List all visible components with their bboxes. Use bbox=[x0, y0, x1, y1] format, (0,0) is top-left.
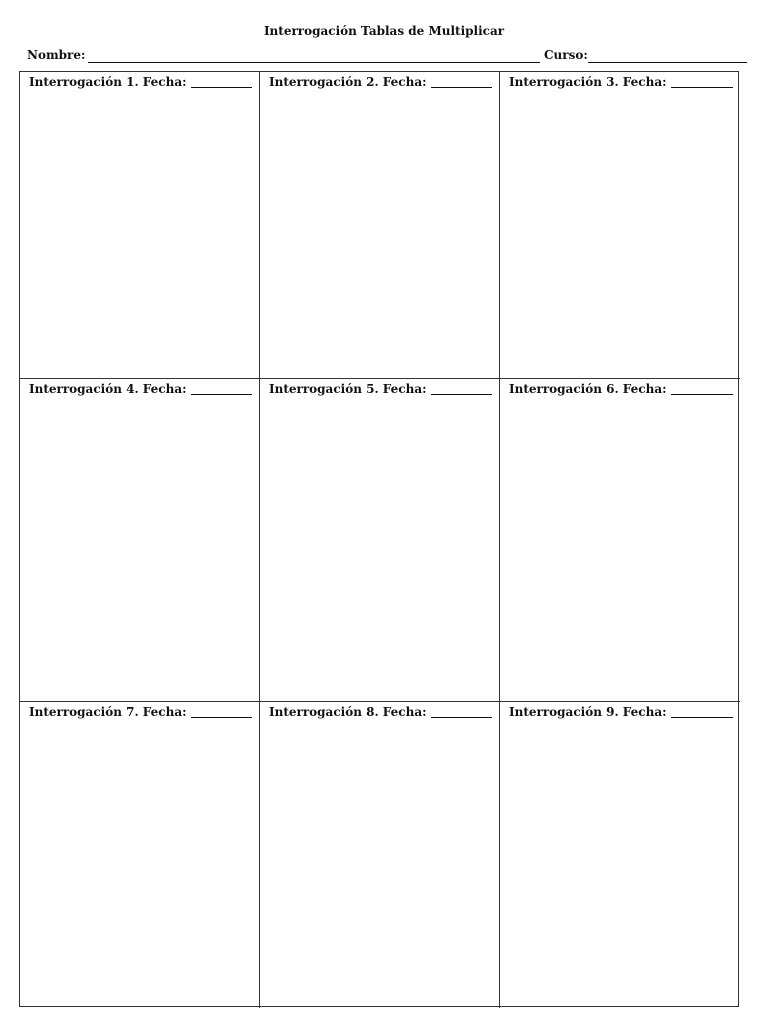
quiz-label: Interrogación 6. Fecha: bbox=[509, 382, 667, 396]
quiz-box-8[interactable] bbox=[260, 702, 500, 1008]
course-label: Curso: bbox=[544, 48, 588, 62]
quiz-header bbox=[509, 382, 733, 396]
course-field-line[interactable] bbox=[588, 62, 747, 63]
quiz-box-7[interactable] bbox=[20, 702, 260, 1008]
quiz-header bbox=[29, 75, 252, 89]
quiz-header bbox=[269, 705, 492, 719]
quiz-label: Interrogación 1. Fecha: bbox=[29, 75, 187, 89]
quiz-label: Interrogación 5. Fecha: bbox=[269, 382, 427, 396]
quiz-label: Interrogación 2. Fecha: bbox=[269, 75, 427, 89]
quiz-grid bbox=[19, 71, 739, 1007]
quiz-box-9[interactable] bbox=[500, 702, 740, 1008]
quiz-box-1[interactable] bbox=[20, 72, 260, 379]
date-field-line[interactable] bbox=[431, 382, 492, 395]
date-field-line[interactable] bbox=[431, 75, 492, 88]
student-header bbox=[27, 48, 747, 64]
quiz-box-6[interactable] bbox=[500, 379, 740, 702]
page-title: Interrogación Tablas de Multiplicar bbox=[263, 24, 505, 38]
quiz-label: Interrogación 8. Fecha: bbox=[269, 705, 427, 719]
quiz-label: Interrogación 7. Fecha: bbox=[29, 705, 187, 719]
quiz-label: Interrogación 3. Fecha: bbox=[509, 75, 667, 89]
date-field-line[interactable] bbox=[671, 705, 733, 718]
quiz-header bbox=[509, 705, 733, 719]
quiz-box-3[interactable] bbox=[500, 72, 740, 379]
quiz-box-4[interactable] bbox=[20, 379, 260, 702]
name-field-line[interactable] bbox=[88, 62, 540, 63]
quiz-label: Interrogación 9. Fecha: bbox=[509, 705, 667, 719]
quiz-header bbox=[29, 382, 252, 396]
quiz-header bbox=[509, 75, 733, 89]
quiz-header bbox=[269, 382, 492, 396]
date-field-line[interactable] bbox=[191, 75, 252, 88]
quiz-header bbox=[269, 75, 492, 89]
date-field-line[interactable] bbox=[671, 75, 733, 88]
quiz-header bbox=[29, 705, 252, 719]
quiz-label: Interrogación 4. Fecha: bbox=[29, 382, 187, 396]
date-field-line[interactable] bbox=[191, 705, 252, 718]
quiz-box-2[interactable] bbox=[260, 72, 500, 379]
name-label: Nombre: bbox=[27, 48, 86, 62]
date-field-line[interactable] bbox=[191, 382, 252, 395]
quiz-box-5[interactable] bbox=[260, 379, 500, 702]
date-field-line[interactable] bbox=[671, 382, 733, 395]
date-field-line[interactable] bbox=[431, 705, 492, 718]
